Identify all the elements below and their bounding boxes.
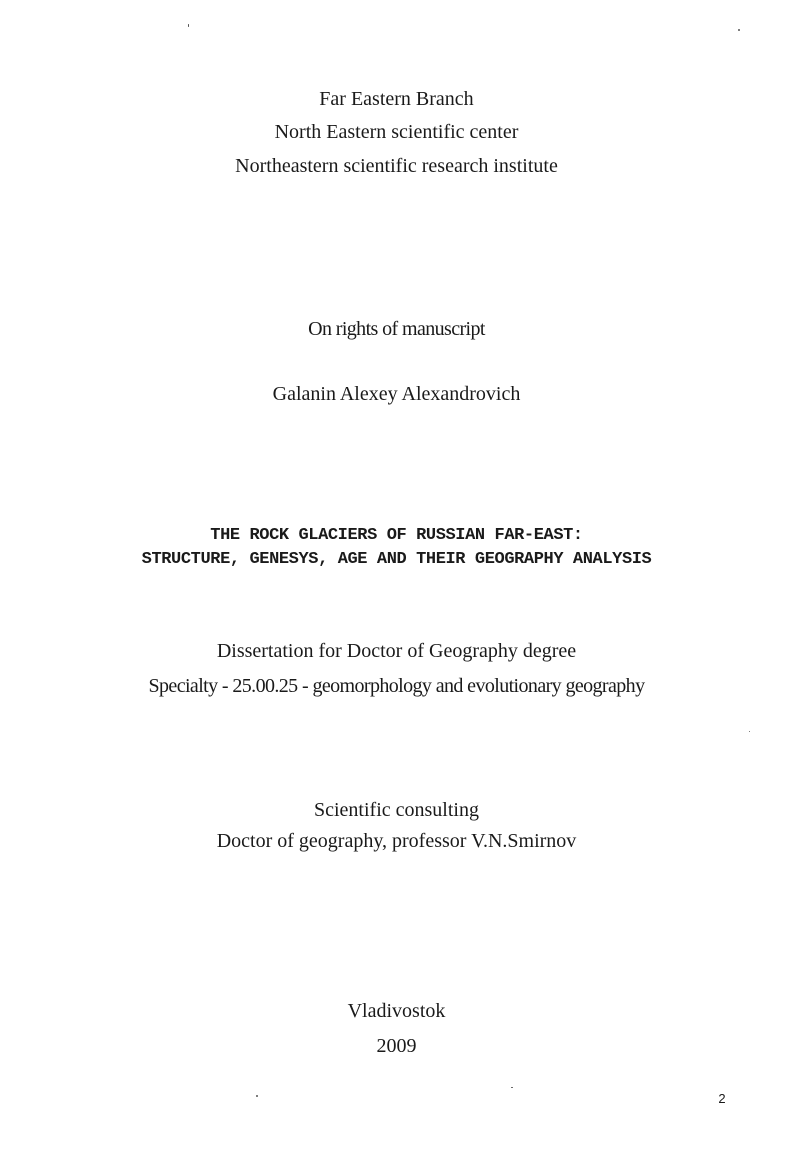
dissertation-title-line-2: STRUCTURE, GENESYS, AGE AND THEIR GEOGRAPHY ANALYSIS bbox=[141, 550, 652, 569]
manuscript-note: On rights of manuscript bbox=[308, 318, 485, 340]
scan-speck bbox=[256, 1095, 258, 1097]
institution-center: North Eastern scientific center bbox=[274, 121, 519, 143]
scan-speck bbox=[749, 731, 750, 732]
author-name: Galanin Alexey Alexandrovich bbox=[272, 383, 521, 405]
consultant-name: Doctor of geography, professor V.N.Smirnov bbox=[216, 830, 577, 852]
year: 2009 bbox=[376, 1035, 417, 1057]
scan-speck bbox=[188, 24, 189, 27]
institution-branch: Far Eastern Branch bbox=[319, 88, 474, 110]
place: Vladivostok bbox=[347, 1000, 446, 1022]
consulting-label: Scientific consulting bbox=[314, 799, 479, 821]
degree-statement: Dissertation for Doctor of Geography degree bbox=[216, 640, 577, 662]
specialty-statement: Specialty - 25.00.25 - geomorphology and evolutionary geography bbox=[148, 675, 645, 697]
page-number: 2 bbox=[718, 1091, 726, 1106]
scan-speck bbox=[738, 29, 740, 31]
dissertation-title-line-1: THE ROCK GLACIERS OF RUSSIAN FAR-EAST: bbox=[210, 526, 583, 545]
institution-institute: Northeastern scientific research institute bbox=[235, 155, 558, 177]
scan-speck bbox=[511, 1087, 513, 1088]
